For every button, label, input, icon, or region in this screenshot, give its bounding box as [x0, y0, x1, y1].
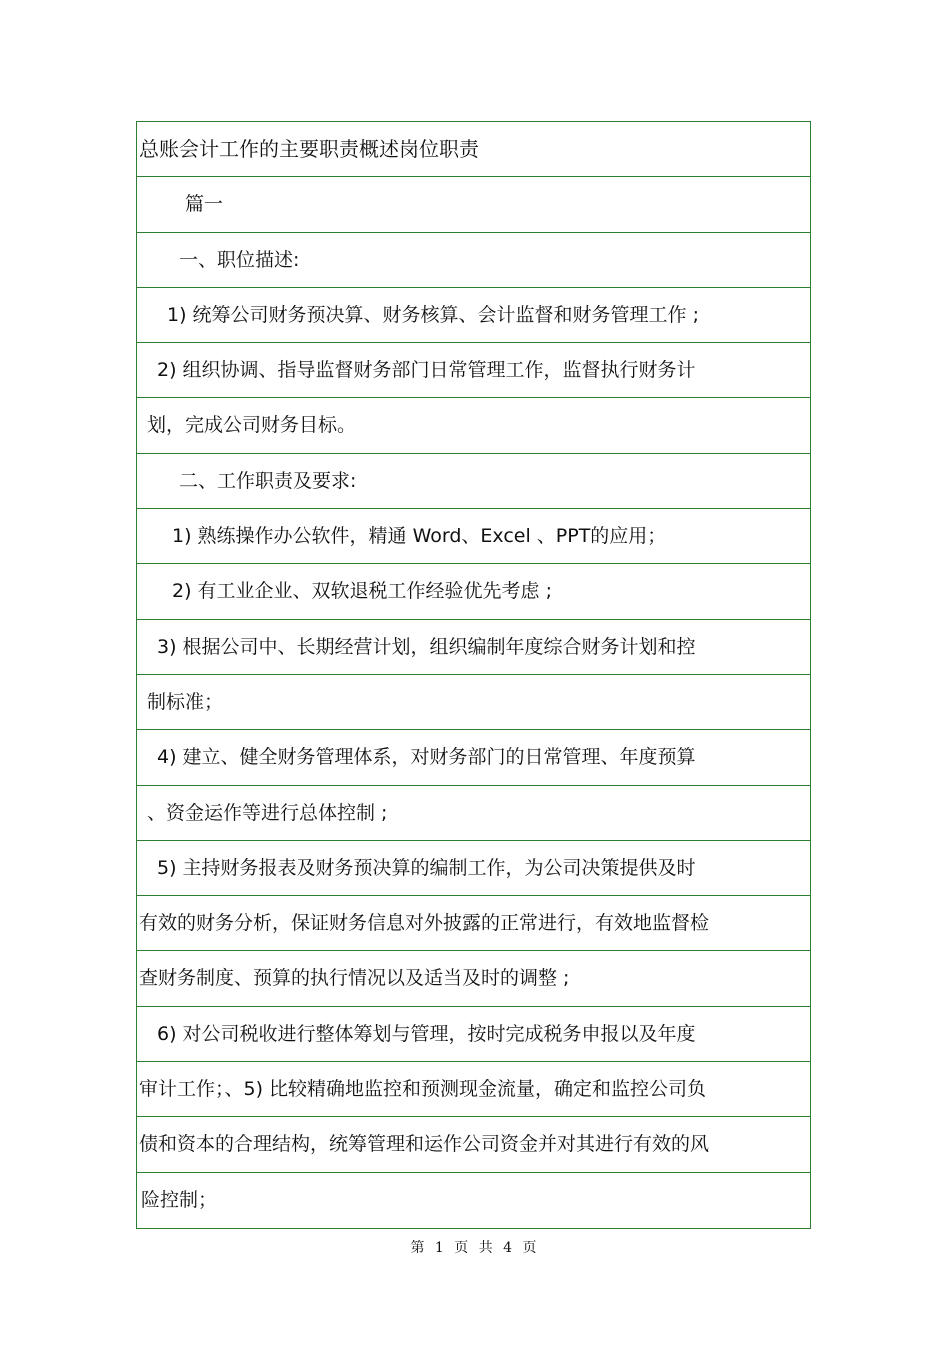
- list-item-continuation: 有效的财务分析，保证财务信息对外披露的正常进行，有效地监督检: [139, 912, 710, 935]
- table-row: [137, 233, 810, 288]
- list-item: 1) 统筹公司财务预决算、财务核算、会计监督和财务管理工作 ;: [167, 303, 699, 326]
- table-row: [137, 1173, 810, 1228]
- table-row: [137, 1117, 810, 1172]
- list-item-continuation: 险控制；: [141, 1188, 218, 1211]
- table-row: [137, 177, 810, 232]
- document-title: 总账会计工作的主要职责概述岗位职责: [139, 137, 479, 161]
- list-item: 5) 主持财务报表及财务预决算的编制工作，为公司决策提供及时: [157, 856, 696, 879]
- section-label: 篇一: [185, 193, 224, 216]
- table-row: [137, 288, 810, 343]
- table-row: [137, 675, 810, 730]
- table-row: [137, 564, 810, 619]
- table-row: [137, 343, 810, 398]
- table-row: [137, 620, 810, 675]
- table-row: [137, 1007, 810, 1062]
- table-row: [137, 398, 810, 453]
- table-row: [137, 841, 810, 896]
- list-item: 3) 根据公司中、长期经营计划，组织编制年度综合财务计划和控: [157, 635, 696, 658]
- list-item-continuation: 查财务制度、预算的执行情况以及适当及时的调整 ;: [139, 967, 570, 990]
- table-row: [137, 122, 810, 177]
- list-item: 6) 对公司税收进行整体筹划与管理，按时完成税务申报以及年度: [157, 1022, 696, 1045]
- list-item: 1) 熟练操作办公软件，精通 Word、Excel 、PPT的应用；: [172, 525, 667, 548]
- list-item: 2) 有工业企业、双软退税工作经验优先考虑 ;: [172, 580, 552, 603]
- table-row: [137, 730, 810, 785]
- list-item: 4) 建立、健全财务管理体系，对财务部门的日常管理、年度预算: [157, 746, 696, 769]
- table-row: [137, 454, 810, 509]
- table-row: [137, 509, 810, 564]
- list-item-continuation: 划，完成公司财务目标。: [147, 414, 357, 437]
- table-row: [137, 786, 810, 841]
- page-number-footer: 第 1 页 共 4 页: [410, 1240, 540, 1256]
- table-row: [137, 896, 810, 951]
- list-item: 2) 组织协调、指导监督财务部门日常管理工作，监督执行财务计: [157, 359, 696, 382]
- list-item-continuation: 制标准；: [147, 690, 224, 713]
- section-heading: 二、工作职责及要求:: [179, 469, 357, 492]
- table-row: [137, 951, 810, 1006]
- list-item-continuation: 债和资本的合理结构，统筹管理和运作公司资金并对其进行有效的风: [139, 1133, 710, 1156]
- table-row: [137, 1062, 810, 1117]
- list-item-continuation: 、资金运作等进行总体控制 ;: [147, 801, 388, 824]
- list-item-continuation: 审计工作；、5) 比较精确地监控和预测现金流量，确定和监控公司负: [139, 1078, 707, 1101]
- section-heading: 一、职位描述:: [179, 248, 300, 271]
- content-table: [136, 121, 811, 1229]
